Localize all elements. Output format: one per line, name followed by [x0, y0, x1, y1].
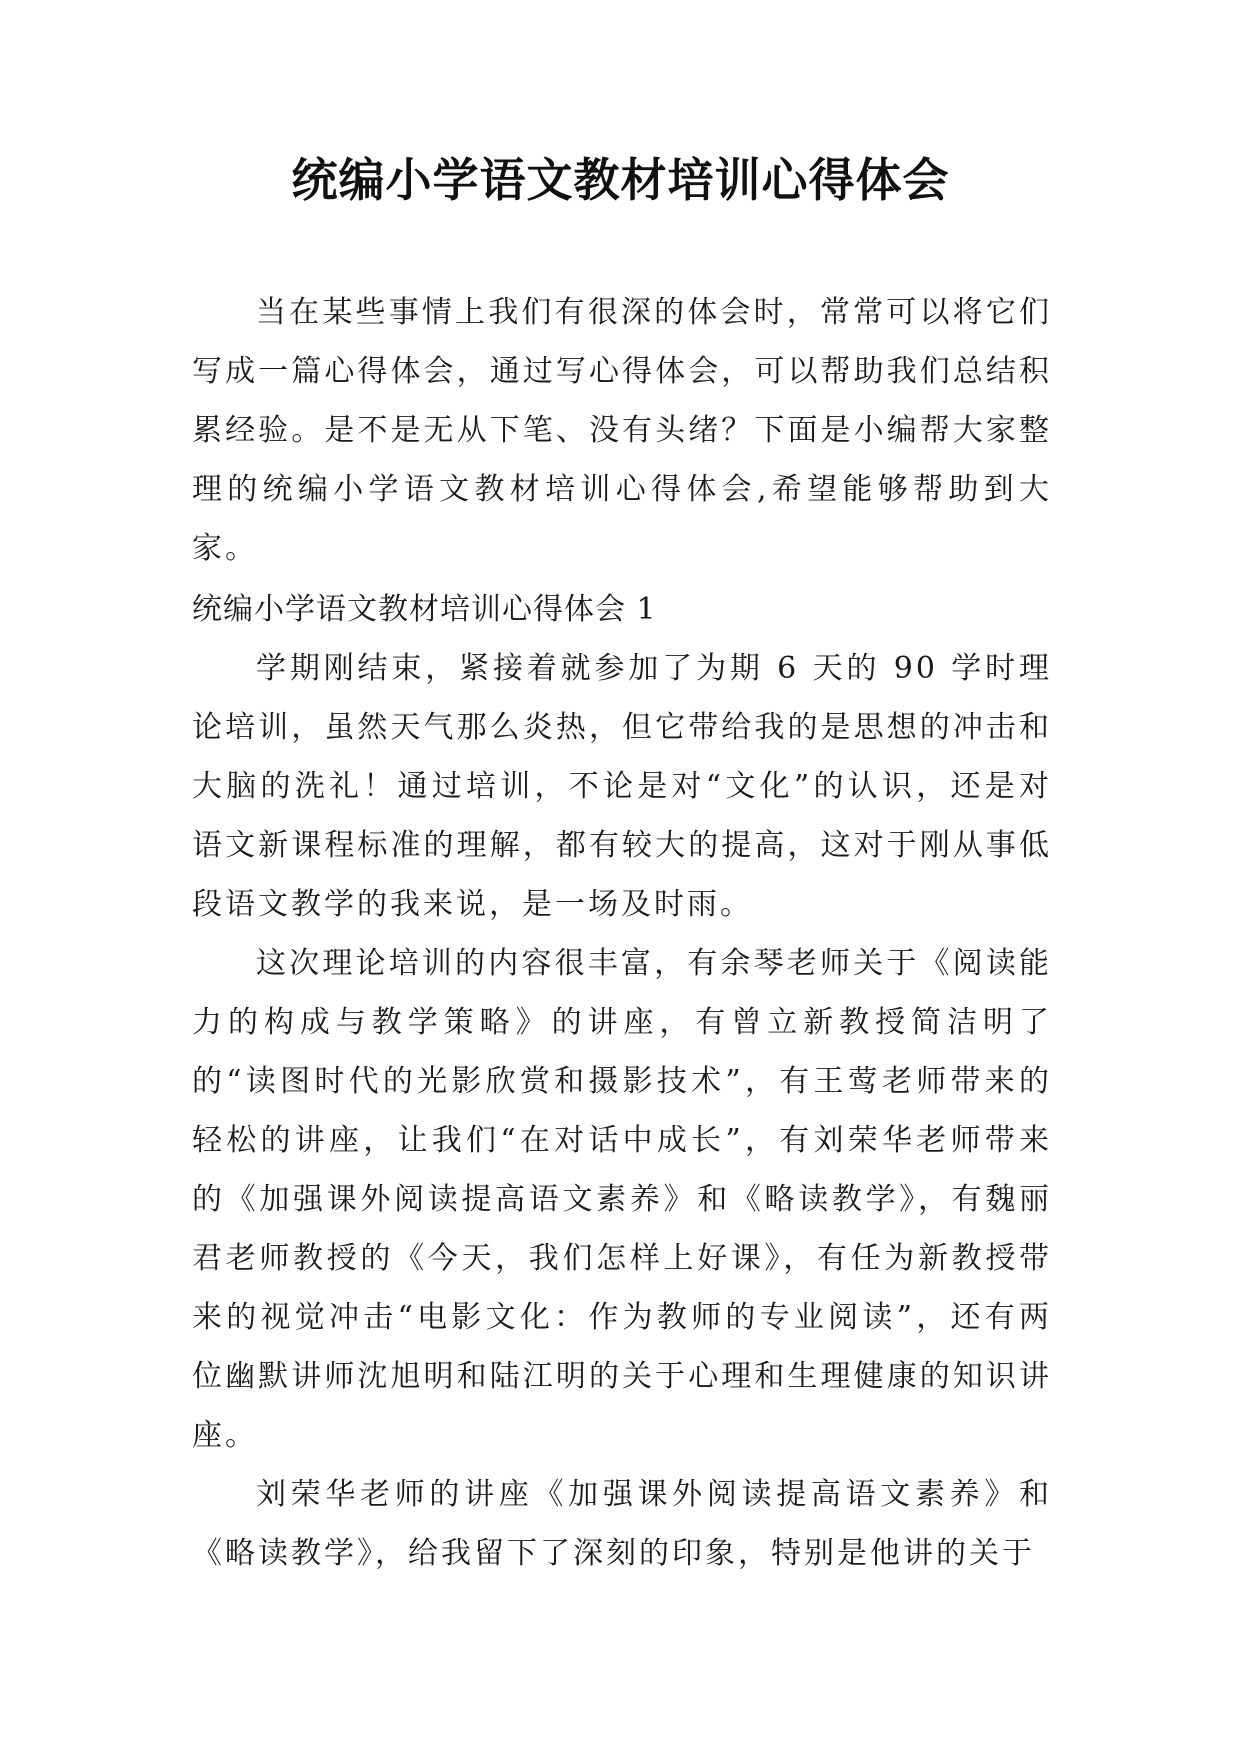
body-paragraph: 学期刚结束，紧接着就参加了为期 6 天的 90 学时理论培训，虽然天气那么炎热，但它带给我的是思想的冲击和大脑的洗礼！通过培训，不论是对“文化”的认识，还是对语文新课程标准的理解，都有较大的提高，这对于刚从事低段语文教学的我来说，是一场及时雨。: [192, 651, 1052, 922]
intro-paragraph: 当在某些事情上我们有很深的体会时，常常可以将它们写成一篇心得体会，通过写心得体会，可以帮助我们总结积累经验。是不是无从下笔、没有头绪？下面是小编帮大家整理的统编小学语文教材培训心得体会,希望能够帮助到大家。: [192, 295, 1052, 566]
section-heading: 统编小学语文教材培训心得体会 1: [192, 592, 657, 627]
body-paragraph: 这次理论培训的内容很丰富，有余琴老师关于《阅读能力的构成与教学策略》的讲座，有曾立新教授简洁明了的“读图时代的光影欣赏和摄影技术”，有王莺老师带来的轻松的讲座，让我们“在对话中成长”，有刘荣华老师带来的《加强课外阅读提高语文素养》和《略读教学》，有魏丽君老师教授的《今天，我们怎样上好课》，有任为新教授带来的视觉冲击“电影文化：作为教师的专业阅读”，还有两位幽默讲师沈旭明和陆江明的关于心理和生理健康的知识讲座。: [192, 946, 1052, 1453]
body-paragraph: 刘荣华老师的讲座《加强课外阅读提高语文素养》和《略读教学》，给我留下了深刻的印象，特别是他讲的关于: [192, 1477, 1052, 1571]
document-title: 统编小学语文教材培训心得体会: [291, 153, 950, 207]
